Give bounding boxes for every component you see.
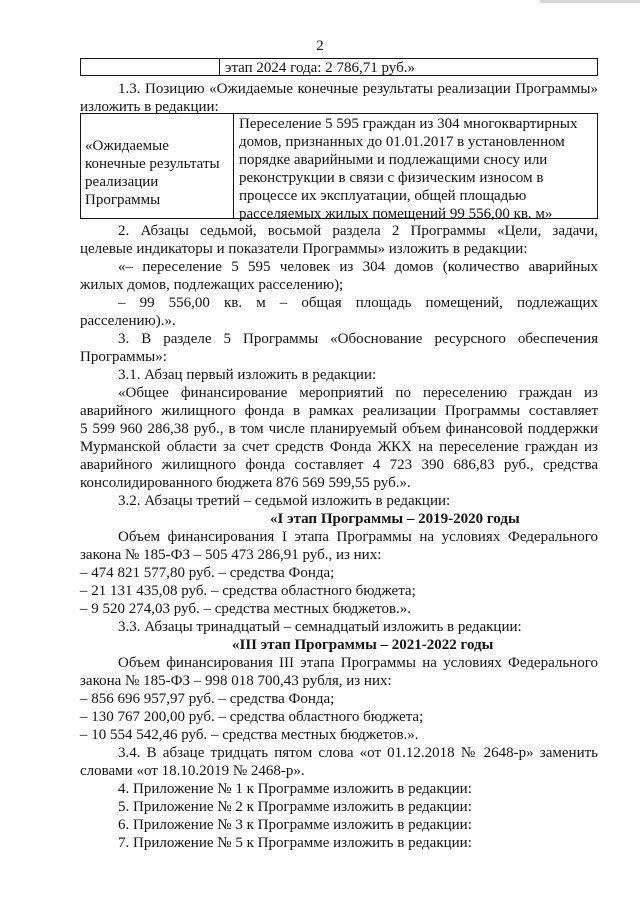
list-item: – 474 821 577,80 руб. – средства Фонда; — [80, 565, 335, 581]
paragraph-line: 5. Приложение № 2 к Программе изложить в редакции: — [118, 799, 472, 815]
paragraph-line: 1.3. Позицию «Ожидаемые конечные результаты реализации Программы» — [118, 81, 598, 97]
page-number: 2 — [316, 38, 324, 54]
paragraph-line: жилых домов, подлежащих расселению); — [80, 277, 344, 293]
paragraph-line: «Общее финансирование мероприятий по переселению граждан из — [118, 385, 598, 401]
table-label-line: «Ожидаемые — [85, 138, 169, 154]
list-item: – 21 131 435,08 руб. – средства областного бюджета; — [80, 583, 416, 599]
paragraph-line: 4. Приложение № 1 к Программе изложить в редакции: — [118, 781, 472, 797]
expected-results-table — [80, 113, 598, 222]
list-item: – 130 767 200,00 руб. – средства областного бюджета; — [80, 709, 424, 725]
paragraph-line: словами «от 18.10.2019 № 2468-р». — [80, 763, 305, 779]
continued-table-row — [80, 58, 598, 76]
paragraph-line: аварийного жилищного фонда в рамках реализации Программы составляет — [80, 403, 598, 419]
paragraph-line: Мурманской области за счет средств Фонда ЖКХ на переселение граждан из — [80, 439, 598, 455]
paragraph-line: 3. В разделе 5 Программы «Обоснование ресурсного обеспечения — [118, 331, 598, 347]
list-item: – 9 520 274,03 руб. – средства местных бюджетов.». — [80, 601, 412, 617]
paragraph-line: 3.3. Абзацы тринадцатый – семнадцатый изложить в редакции: — [118, 619, 522, 635]
paragraph-line: 3.2. Абзацы третий – седьмой изложить в редакции: — [118, 493, 451, 509]
paragraph-line: 3.4. В абзаце тридцать пятом слова «от 01.12.2018 № 2648-р» заменить — [118, 745, 598, 761]
paragraph-line: консолидированного бюджета 876 569 599,55 руб.». — [80, 475, 411, 491]
table-value-cell — [239, 115, 593, 223]
paragraph-line: изложить в редакции: — [80, 99, 219, 115]
table-label-line: конечные результаты — [85, 156, 220, 172]
table-divider — [219, 59, 220, 75]
table-label-cell — [85, 137, 231, 209]
paragraph-line: «– переселение 5 595 человек из 304 домов (количество аварийных — [118, 259, 598, 275]
paragraph-line: 6. Приложение № 3 к Программе изложить в редакции: — [118, 817, 472, 833]
table-divider — [233, 114, 234, 218]
paragraph-line: Объем финансирования III этапа Программы на условиях Федерального — [118, 655, 598, 671]
paragraph-line: – 99 556,00 кв. м – общая площадь помещений, подлежащих — [118, 295, 598, 311]
paragraph-line: целевые индикаторы и показатели Программы» изложить в редакции: — [80, 241, 528, 257]
table-value-line: реконструкции в связи с физическим износом в — [239, 170, 544, 186]
table-value-line: порядке аварийными и подлежащими сносу или — [239, 152, 548, 168]
paragraph-line: аварийного жилищного фонда составляет 4 723 390 686,83 руб., средства — [80, 457, 598, 473]
table-value-line: домов, признанных до 01.01.2017 в установленном — [239, 134, 565, 150]
scan-edge-mark — [540, 0, 640, 3]
stage-heading: «I этап Программы – 2019-2020 годы — [270, 511, 520, 527]
paragraph-line: расселению).». — [80, 313, 176, 329]
list-item: – 856 696 957,97 руб. – средства Фонда; — [80, 691, 335, 707]
paragraph-line: 5 599 960 286,38 руб., в том числе планируемый объем финансовой поддержки — [80, 421, 598, 437]
paragraph-line: 2. Абзацы седьмой, восьмой раздела 2 Программы «Цели, задачи, — [118, 223, 598, 239]
table-value-line: Переселение 5 595 граждан из 304 многоквартирных — [239, 116, 578, 132]
table-cell-text: этап 2024 года: 2 786,71 руб.» — [225, 60, 415, 76]
paragraph-line: закона № 185-ФЗ – 998 018 700,43 рубля, из них: — [80, 673, 392, 689]
paragraph-line: 7. Приложение № 5 к Программе изложить в редакции: — [118, 835, 472, 851]
paragraph-line: 3.1. Абзац первый изложить в редакции: — [118, 367, 377, 383]
table-value-line: процессе их эксплуатации, общей площадью — [239, 188, 527, 204]
table-label-line: Программы — [85, 192, 161, 208]
paragraph-line: Программы»: — [80, 349, 167, 365]
paragraph-line: Объем финансирования I этапа Программы на условиях Федерального — [118, 529, 598, 545]
stage-heading: «III этап Программы – 2021-2022 годы — [232, 637, 494, 653]
paragraph-line: закона № 185-ФЗ – 505 473 286,91 руб., из них: — [80, 547, 382, 563]
table-label-line: реализации — [85, 174, 159, 190]
list-item: – 10 554 542,46 руб. – средства местных бюджетов.». — [80, 727, 419, 743]
table-value-line: расселяемых жилых помещений 99 556,00 кв. м» — [239, 206, 553, 222]
